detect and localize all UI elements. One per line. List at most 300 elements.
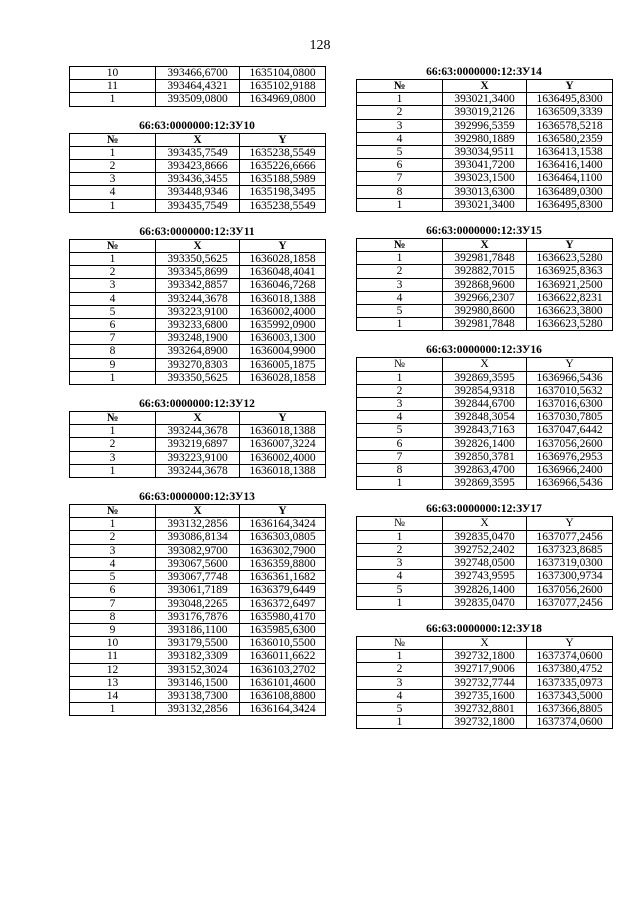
point-number-cell: 8: [70, 610, 156, 623]
table-row: [70, 199, 326, 212]
point-number-cell: 5: [70, 305, 156, 318]
point-number-cell: 1: [357, 530, 443, 543]
x-cell: 393186,1100: [156, 623, 240, 636]
y-cell: 1636164,3424: [240, 518, 326, 531]
y-cell: 1636623,3800: [527, 305, 613, 318]
table-row: [70, 160, 326, 173]
y-cell: 1636002,4000: [240, 305, 326, 318]
point-number-cell: 8: [357, 185, 443, 198]
parcel-title: 66:63:0000000:12:ЗУ17: [426, 503, 542, 516]
y-cell: 1636005,1875: [240, 358, 326, 371]
y-cell: 1635188,5989: [240, 173, 326, 186]
point-number-cell: 4: [357, 291, 443, 304]
point-number-cell: 7: [357, 450, 443, 463]
table-row: [357, 252, 613, 265]
table-row: [357, 93, 613, 106]
point-number-cell: 4: [357, 570, 443, 583]
parcel-title: 66:63:0000000:12:ЗУ18: [426, 622, 542, 635]
table-row: [357, 450, 613, 463]
y-header: Y: [527, 517, 613, 530]
point-number-cell: 1: [357, 198, 443, 211]
point-number-cell: 11: [70, 650, 156, 663]
x-cell: 392869,3595: [443, 371, 527, 384]
y-cell: 1636003,1300: [240, 332, 326, 345]
x-cell: 392748,0500: [443, 557, 527, 570]
x-cell: 393464,4321: [156, 80, 240, 93]
x-cell: 393146,1500: [156, 676, 240, 689]
point-number-cell: 3: [70, 279, 156, 292]
table-header-row: [357, 517, 613, 530]
number-header: №: [357, 358, 443, 371]
y-cell: 1637016,6300: [527, 398, 613, 411]
table-row: [70, 703, 326, 716]
number-header: №: [70, 412, 156, 425]
table-row: [357, 132, 613, 145]
y-cell: 1636361,1682: [240, 571, 326, 584]
point-number-cell: 5: [357, 702, 443, 715]
parcel-title: 66:63:0000000:12:ЗУ13: [139, 491, 255, 504]
table-row: [70, 253, 326, 266]
table-row: [357, 583, 613, 596]
x-cell: 392844,6700: [443, 398, 527, 411]
point-number-cell: 12: [70, 663, 156, 676]
table-row: [357, 464, 613, 477]
x-cell: 393021,3400: [443, 93, 527, 106]
y-cell: 1636018,1388: [240, 292, 326, 305]
x-cell: 392996,5359: [443, 119, 527, 132]
y-cell: 1637343,5000: [527, 689, 613, 702]
point-number-cell: 14: [70, 689, 156, 702]
point-number-cell: 3: [70, 451, 156, 464]
coordinates-table: [69, 504, 326, 716]
x-cell: 393350,5625: [156, 253, 240, 266]
table-row: [70, 173, 326, 186]
y-cell: 1636622,8231: [527, 291, 613, 304]
coordinates-table: [69, 133, 326, 213]
table-row: [70, 451, 326, 464]
coordinate-block: [356, 623, 612, 729]
coordinate-block: [356, 344, 612, 490]
table-header-row: [70, 133, 326, 146]
y-header: Y: [527, 80, 613, 93]
y-cell: 1636018,1388: [240, 425, 326, 438]
y-cell: 1637077,2456: [527, 530, 613, 543]
y-cell: 1637380,4752: [527, 663, 613, 676]
coordinate-block: [69, 398, 325, 478]
number-header: №: [70, 505, 156, 518]
point-number-cell: 3: [357, 278, 443, 291]
y-cell: 1636046,7268: [240, 279, 326, 292]
x-cell: 392835,0470: [443, 530, 527, 543]
y-header: Y: [240, 505, 326, 518]
y-cell: 1635102,9188: [240, 80, 326, 93]
x-cell: 393132,2856: [156, 703, 240, 716]
y-cell: 1636303,0805: [240, 531, 326, 544]
x-cell: 393041,7200: [443, 159, 527, 172]
y-cell: 1636028,1858: [240, 253, 326, 266]
y-cell: 1635238,5549: [240, 199, 326, 212]
y-cell: 1637047,6442: [527, 424, 613, 437]
point-number-cell: 7: [357, 172, 443, 185]
y-cell: 1636010,5500: [240, 637, 326, 650]
table-row: [70, 637, 326, 650]
table-row: [70, 186, 326, 199]
y-header: Y: [240, 239, 326, 252]
table-row: [70, 544, 326, 557]
x-cell: 392743,9595: [443, 570, 527, 583]
y-cell: 1637374,0600: [527, 650, 613, 663]
coordinates-table: [356, 79, 613, 212]
table-row: [357, 437, 613, 450]
x-header: X: [443, 358, 527, 371]
x-cell: 392848,3054: [443, 411, 527, 424]
point-number-cell: 6: [70, 319, 156, 332]
y-cell: 1635985,6300: [240, 623, 326, 636]
left-column: [69, 66, 325, 729]
table-row: [70, 518, 326, 531]
point-number-cell: 1: [357, 477, 443, 490]
y-cell: 1636164,3424: [240, 703, 326, 716]
table-row: [357, 663, 613, 676]
point-number-cell: 1: [70, 93, 156, 106]
point-number-cell: 1: [357, 650, 443, 663]
table-row: [357, 384, 613, 397]
x-cell: 393219,6897: [156, 438, 240, 451]
y-cell: 1635992,0900: [240, 319, 326, 332]
y-cell: 1636379,6449: [240, 584, 326, 597]
x-cell: 392752,2402: [443, 543, 527, 556]
point-number-cell: 13: [70, 676, 156, 689]
point-number-cell: 1: [70, 199, 156, 212]
table-row: [70, 425, 326, 438]
coordinates-table: [356, 357, 613, 490]
table-row: [70, 371, 326, 384]
y-cell: 1636413,1538: [527, 146, 613, 159]
point-number-cell: 1: [357, 596, 443, 609]
parcel-title: 66:63:0000000:12:ЗУ11: [139, 225, 255, 238]
y-cell: 1636018,1388: [240, 464, 326, 477]
point-number-cell: 4: [70, 186, 156, 199]
point-number-cell: 1: [357, 371, 443, 384]
coordinates-table: [69, 411, 326, 478]
point-number-cell: 9: [70, 358, 156, 371]
point-number-cell: 3: [70, 544, 156, 557]
point-number-cell: 5: [357, 424, 443, 437]
table-row: [357, 557, 613, 570]
x-cell: 393270,8303: [156, 358, 240, 371]
point-number-cell: 6: [70, 584, 156, 597]
y-cell: 1637323,8685: [527, 543, 613, 556]
y-cell: 1636966,5436: [527, 371, 613, 384]
table-row: [357, 159, 613, 172]
x-cell: 393423,8666: [156, 160, 240, 173]
coordinates-table: [356, 238, 613, 331]
x-cell: 393248,1900: [156, 332, 240, 345]
table-row: [357, 371, 613, 384]
point-number-cell: 8: [70, 345, 156, 358]
x-cell: 393264,8900: [156, 345, 240, 358]
x-cell: 393244,3678: [156, 292, 240, 305]
y-cell: 1636011,6622: [240, 650, 326, 663]
table-row: [357, 411, 613, 424]
point-number-cell: 1: [70, 146, 156, 159]
page-number: 128: [309, 38, 331, 53]
point-number-cell: 5: [357, 146, 443, 159]
point-number-cell: 10: [70, 67, 156, 80]
y-cell: 1635238,5549: [240, 146, 326, 159]
point-number-cell: 2: [357, 265, 443, 278]
number-header: №: [357, 517, 443, 530]
table-row: [70, 623, 326, 636]
table-header-row: [70, 412, 326, 425]
y-cell: 1635198,3495: [240, 186, 326, 199]
x-cell: 393048,2265: [156, 597, 240, 610]
y-cell: 1636489,0300: [527, 185, 613, 198]
y-cell: 1636048,4041: [240, 266, 326, 279]
table-row: [70, 305, 326, 318]
x-cell: 393082,9700: [156, 544, 240, 557]
point-number-cell: 1: [70, 371, 156, 384]
coordinates-table: [356, 636, 613, 729]
x-cell: 393067,5600: [156, 557, 240, 570]
x-cell: 392843,7163: [443, 424, 527, 437]
table-row: [70, 557, 326, 570]
y-cell: 1636103,2702: [240, 663, 326, 676]
table-row: [70, 438, 326, 451]
x-cell: 393152,3024: [156, 663, 240, 676]
x-cell: 392835,0470: [443, 596, 527, 609]
y-cell: 1637335,0973: [527, 676, 613, 689]
point-number-cell: 2: [70, 531, 156, 544]
point-number-cell: 6: [357, 437, 443, 450]
y-cell: 1636966,2400: [527, 464, 613, 477]
y-cell: 1636416,1400: [527, 159, 613, 172]
point-number-cell: 4: [357, 132, 443, 145]
table-row: [70, 266, 326, 279]
parcel-title: 66:63:0000000:12:ЗУ12: [139, 398, 255, 411]
y-cell: 1636966,5436: [527, 477, 613, 490]
point-number-cell: 1: [70, 253, 156, 266]
y-cell: 1634969,0800: [240, 93, 326, 106]
coordinates-table: [69, 66, 326, 107]
number-header: №: [70, 239, 156, 252]
table-row: [357, 424, 613, 437]
y-header: Y: [240, 412, 326, 425]
table-row: [70, 584, 326, 597]
y-cell: 1636007,3224: [240, 438, 326, 451]
x-cell: 393132,2856: [156, 518, 240, 531]
x-header: X: [156, 239, 240, 252]
x-header: X: [443, 517, 527, 530]
table-row: [70, 676, 326, 689]
point-number-cell: 2: [357, 663, 443, 676]
parcel-title: 66:63:0000000:12:ЗУ15: [426, 225, 542, 238]
point-number-cell: 4: [70, 292, 156, 305]
table-row: [357, 305, 613, 318]
table-row: [70, 689, 326, 702]
y-cell: 1637077,2456: [527, 596, 613, 609]
y-cell: 1637030,7805: [527, 411, 613, 424]
x-cell: 393342,8857: [156, 279, 240, 292]
point-number-cell: 1: [70, 464, 156, 477]
y-cell: 1636976,2953: [527, 450, 613, 463]
table-row: [357, 106, 613, 119]
table-row: [357, 185, 613, 198]
point-number-cell: 3: [357, 676, 443, 689]
y-cell: 1635980,4170: [240, 610, 326, 623]
number-header: №: [357, 239, 443, 252]
x-cell: 392966,2307: [443, 291, 527, 304]
y-cell: 1636108,8800: [240, 689, 326, 702]
x-cell: 393435,7549: [156, 199, 240, 212]
x-cell: 392981,7848: [443, 318, 527, 331]
y-cell: 1636580,2359: [527, 132, 613, 145]
point-number-cell: 7: [70, 332, 156, 345]
table-row: [70, 146, 326, 159]
table-row: [357, 119, 613, 132]
number-header: №: [70, 133, 156, 146]
coordinate-block: [69, 120, 325, 213]
y-cell: 1635226,6666: [240, 160, 326, 173]
table-row: [70, 464, 326, 477]
point-number-cell: 1: [357, 93, 443, 106]
table-row: [70, 67, 326, 80]
y-header: Y: [527, 239, 613, 252]
x-cell: 393138,7300: [156, 689, 240, 702]
point-number-cell: 2: [357, 543, 443, 556]
x-cell: 393448,9346: [156, 186, 240, 199]
table-row: [70, 332, 326, 345]
x-cell: 393436,3455: [156, 173, 240, 186]
x-cell: 393179,5500: [156, 637, 240, 650]
table-header-row: [357, 358, 613, 371]
y-cell: 1636623,5280: [527, 252, 613, 265]
point-number-cell: 5: [70, 571, 156, 584]
table-header-row: [357, 239, 613, 252]
x-cell: 392868,9600: [443, 278, 527, 291]
x-cell: 393509,0800: [156, 93, 240, 106]
y-cell: 1636925,8363: [527, 265, 613, 278]
point-number-cell: 5: [357, 583, 443, 596]
x-cell: 392735,1600: [443, 689, 527, 702]
x-cell: 393223,9100: [156, 451, 240, 464]
coordinate-block: [69, 226, 325, 385]
x-cell: 392717,9006: [443, 663, 527, 676]
parcel-title: 66:63:0000000:12:ЗУ10: [139, 119, 255, 132]
table-row: [357, 291, 613, 304]
point-number-cell: 11: [70, 80, 156, 93]
table-header-row: [357, 636, 613, 649]
y-cell: 1636002,4000: [240, 451, 326, 464]
x-cell: 393244,3678: [156, 425, 240, 438]
x-cell: 392863,4700: [443, 464, 527, 477]
parcel-title: 66:63:0000000:12:ЗУ14: [426, 66, 542, 78]
table-row: [70, 597, 326, 610]
x-cell: 393345,8699: [156, 266, 240, 279]
point-number-cell: 2: [70, 266, 156, 279]
x-cell: 393013,6300: [443, 185, 527, 198]
x-cell: 392732,1800: [443, 650, 527, 663]
y-cell: 1637056,2600: [527, 437, 613, 450]
table-row: [70, 345, 326, 358]
y-cell: 1636921,2500: [527, 278, 613, 291]
table-row: [357, 477, 613, 490]
point-number-cell: 3: [357, 119, 443, 132]
x-cell: 392869,3595: [443, 477, 527, 490]
point-number-cell: 6: [357, 159, 443, 172]
x-cell: 393067,7748: [156, 571, 240, 584]
table-row: [357, 278, 613, 291]
x-cell: 392980,1889: [443, 132, 527, 145]
y-cell: 1637300,9734: [527, 570, 613, 583]
table-row: [70, 571, 326, 584]
x-cell: 392826,1400: [443, 583, 527, 596]
x-cell: 393034,9511: [443, 146, 527, 159]
table-row: [70, 531, 326, 544]
table-row: [357, 676, 613, 689]
table-row: [70, 279, 326, 292]
x-cell: 392826,1400: [443, 437, 527, 450]
coordinate-block: [69, 66, 325, 107]
x-cell: 393086,8134: [156, 531, 240, 544]
table-row: [70, 650, 326, 663]
point-number-cell: 1: [357, 716, 443, 729]
point-number-cell: 1: [357, 252, 443, 265]
table-row: [357, 596, 613, 609]
x-cell: 393244,3678: [156, 464, 240, 477]
x-cell: 393233,6800: [156, 319, 240, 332]
y-cell: 1636495,8300: [527, 198, 613, 211]
table-row: [357, 702, 613, 715]
coordinates-table: [356, 516, 613, 609]
x-cell: 392850,3781: [443, 450, 527, 463]
x-header: X: [156, 505, 240, 518]
coordinate-block: [356, 66, 612, 212]
right-column: [356, 66, 612, 742]
x-cell: 393061,7189: [156, 584, 240, 597]
point-number-cell: 4: [357, 411, 443, 424]
x-cell: 393176,7876: [156, 610, 240, 623]
y-cell: 1637010,5632: [527, 384, 613, 397]
point-number-cell: 2: [357, 384, 443, 397]
table-header-row: [357, 80, 613, 93]
point-number-cell: 4: [70, 557, 156, 570]
table-row: [357, 570, 613, 583]
point-number-cell: 5: [357, 305, 443, 318]
x-cell: 392732,1800: [443, 716, 527, 729]
point-number-cell: 10: [70, 637, 156, 650]
table-row: [357, 530, 613, 543]
point-number-cell: 1: [70, 518, 156, 531]
y-cell: 1636509,3339: [527, 106, 613, 119]
table-row: [70, 358, 326, 371]
y-cell: 1636372,6497: [240, 597, 326, 610]
point-number-cell: 2: [70, 438, 156, 451]
table-row: [70, 319, 326, 332]
coordinate-block: [69, 491, 325, 716]
table-row: [70, 663, 326, 676]
y-cell: 1637366,8805: [527, 702, 613, 715]
table-row: [357, 543, 613, 556]
x-cell: 393350,5625: [156, 371, 240, 384]
table-row: [357, 198, 613, 211]
table-row: [357, 398, 613, 411]
point-number-cell: 9: [70, 623, 156, 636]
parcel-title: 66:63:0000000:12:ЗУ16: [426, 344, 542, 357]
x-cell: 393019,2126: [443, 106, 527, 119]
table-header-row: [70, 239, 326, 252]
x-cell: 392882,7015: [443, 265, 527, 278]
